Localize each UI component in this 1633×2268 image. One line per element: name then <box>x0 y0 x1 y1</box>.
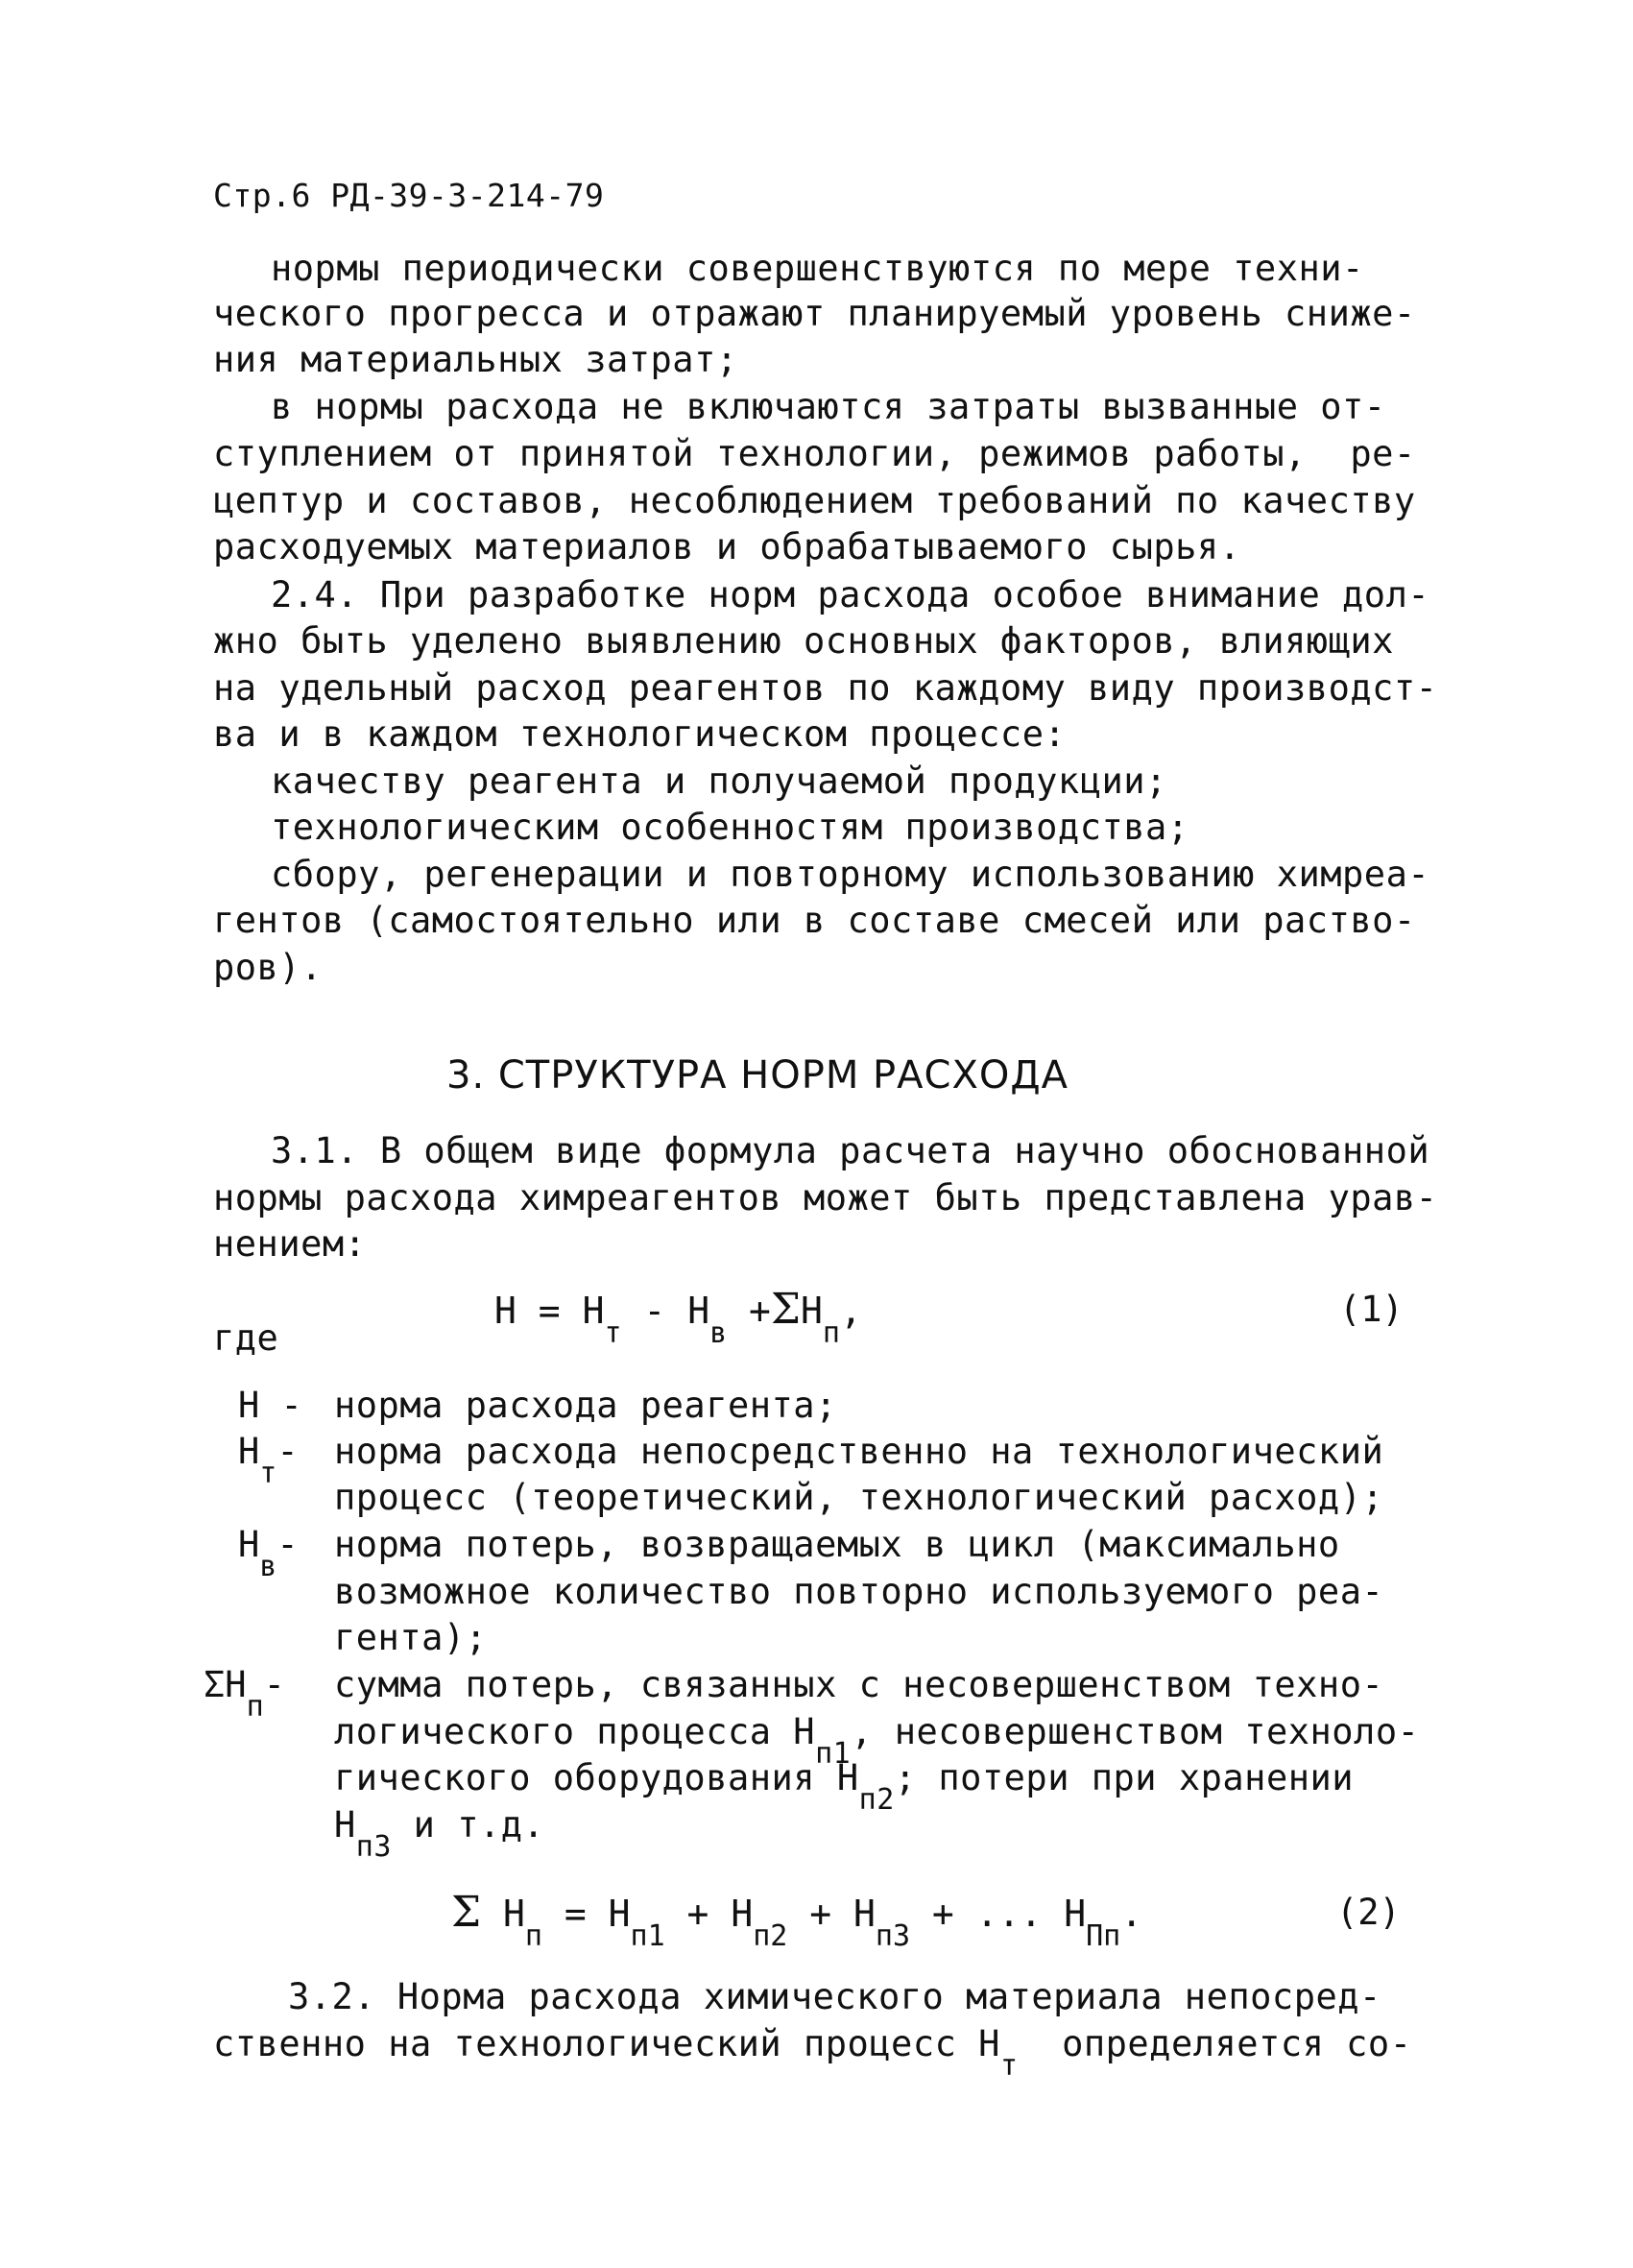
definition-text: возможное количество повторно используемого реа- <box>334 1571 1384 1612</box>
equation-number-1: (1) <box>1339 1289 1404 1330</box>
formula-2: Σ $Н_п = Н_{п1} + Н_{п2} + Н_{п3}$ + ... $Н_{Пп}$. <box>451 1888 1143 1953</box>
text-line: технологическим особенностям производства; <box>271 807 1189 848</box>
text-line: нормы периодически совершенствуются по мере техни- <box>271 248 1364 289</box>
text-line: ва и в каждом технологическом процессе: <box>213 713 1067 755</box>
text-line: ческого прогресса и отражают планируемый уровень сниже- <box>213 293 1416 334</box>
definition-symbol: $Н_т-$ <box>238 1431 299 1490</box>
text-line: 3.2. Норма расхода химического материала непосред- <box>288 1976 1381 2017</box>
text-line: расходуемых материалов и обрабатываемого сырья. <box>213 526 1241 567</box>
section-title: 3. СТРУКТУРА НОРМ РАСХОДА <box>446 1053 1069 1098</box>
text-line: ния материальных затрат; <box>213 339 738 380</box>
text-line: нормы расхода химреагентов может быть представлена урав- <box>213 1177 1438 1218</box>
definition-text: логического процесса $Н_{п1}$, несовершенством техноло- <box>334 1711 1420 1771</box>
equation-number-2: (2) <box>1336 1892 1401 1933</box>
formula-1: $Н = Н_т - Н_в +\Sigma Н_п$, <box>494 1285 862 1350</box>
definition-text: норма потерь, возвращаемых в цикл (максимально <box>334 1524 1340 1565</box>
text-line: в нормы расхода не включаются затраты вызванные от- <box>271 386 1386 427</box>
text-line: жно быть уделено выявлению основных факторов, влияющих <box>213 620 1394 662</box>
text-line: сбору, регенерации и повторному использованию химреа- <box>271 854 1430 895</box>
definition-text: $Н_{п3}$ и т.д. <box>334 1804 545 1864</box>
definition-symbol: $\Sigma Н_п-$ <box>204 1664 285 1724</box>
text-line: ступлением от принятой технологии, режимов работы, ре- <box>213 433 1416 474</box>
definition-text: процесс (теоретический, технологический расход); <box>334 1477 1384 1518</box>
text-line: гентов (самостоятельно или в составе смесей или раство- <box>213 900 1416 941</box>
text-line: ров). <box>213 947 323 988</box>
text-line: качеству реагента и получаемой продукции; <box>271 760 1167 802</box>
text-line: 3.1. В общем виде формула расчета научно обоснованной <box>271 1130 1430 1171</box>
text-line: цептур и составов, несоблюдением требований по качеству <box>213 480 1416 521</box>
text-line: нением: <box>213 1223 367 1265</box>
page-header: Стр.6 РД-39-3-214-79 <box>213 177 605 214</box>
definition-text: гента); <box>334 1617 488 1658</box>
text-line: ственно на технологический процесс $Н_т$ определяется со- <box>213 2023 1412 2083</box>
definition-text: сумма потерь, связанных с несовершенством техно- <box>334 1664 1384 1705</box>
text-line: на удельный расход реагентов по каждому виду производст- <box>213 667 1438 709</box>
definition-text: норма расхода непосредственно на технологический <box>334 1431 1384 1472</box>
text-line: 2.4. При разработке норм расхода особое внимание дол- <box>271 574 1430 615</box>
definition-text: гического оборудования $Н_{п2}$; потери при хранении <box>334 1757 1355 1817</box>
definition-symbol: $Н_в-$ <box>238 1524 299 1583</box>
where-label: где <box>213 1317 279 1359</box>
definition-symbol: Н - <box>238 1385 302 1426</box>
definition-text: норма расхода реагента; <box>334 1385 837 1426</box>
